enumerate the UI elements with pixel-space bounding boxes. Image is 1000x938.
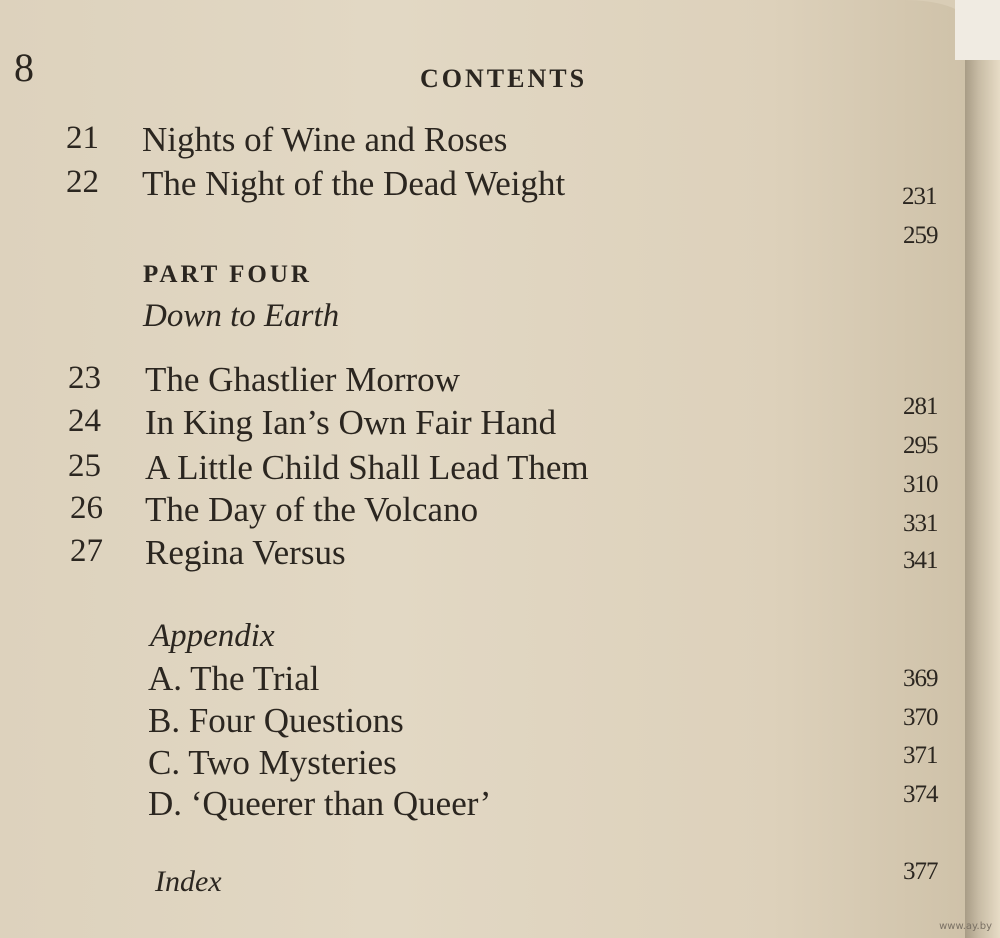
appendix-heading: Appendix xyxy=(150,618,275,654)
appendix-item: C. Two Mysteries xyxy=(148,743,397,782)
page-number: 8 xyxy=(14,45,34,90)
chapter-number: 21 xyxy=(66,120,99,156)
appendix-item: A. The Trial xyxy=(148,659,320,698)
chapter-number: 23 xyxy=(68,360,101,396)
chapter-title: The Day of the Volcano xyxy=(145,490,479,529)
chapter-number: 27 xyxy=(70,533,103,569)
index-label: Index xyxy=(155,865,222,898)
page-ref: 374 xyxy=(903,781,938,808)
page-ref: 231 xyxy=(902,183,937,210)
chapter-title: A Little Child Shall Lead Them xyxy=(145,448,589,487)
appendix-item: D. ‘Queerer than Queer’ xyxy=(148,784,492,823)
chapter-title: The Ghastlier Morrow xyxy=(145,360,460,399)
page-ref: 377 xyxy=(903,858,938,885)
page-ref: 341 xyxy=(903,547,938,574)
page-ref: 369 xyxy=(903,665,938,692)
chapter-number: 25 xyxy=(68,448,101,484)
page-ref: 281 xyxy=(903,393,938,420)
page-ref: 370 xyxy=(903,704,938,731)
chapter-number: 24 xyxy=(68,403,101,439)
watermark: www.ay.by xyxy=(939,921,992,932)
part-label: PART FOUR xyxy=(143,261,312,288)
chapter-number: 22 xyxy=(66,164,99,200)
page-ref: 371 xyxy=(903,742,938,769)
contents-header: CONTENTS xyxy=(420,64,588,93)
appendix-item: B. Four Questions xyxy=(148,701,404,740)
chapter-title: Regina Versus xyxy=(145,533,346,572)
page-ref: 310 xyxy=(903,471,938,498)
background-corner xyxy=(955,0,1000,60)
chapter-title: The Night of the Dead Weight xyxy=(142,164,566,203)
chapter-title: Nights of Wine and Roses xyxy=(142,120,508,159)
page-ref: 259 xyxy=(903,222,938,249)
chapter-title: In King Ian’s Own Fair Hand xyxy=(145,403,557,442)
part-subtitle: Down to Earth xyxy=(143,298,340,334)
page-edge xyxy=(965,0,1000,938)
page-ref: 295 xyxy=(903,432,938,459)
page-ref: 331 xyxy=(903,510,938,537)
chapter-number: 26 xyxy=(70,490,103,526)
